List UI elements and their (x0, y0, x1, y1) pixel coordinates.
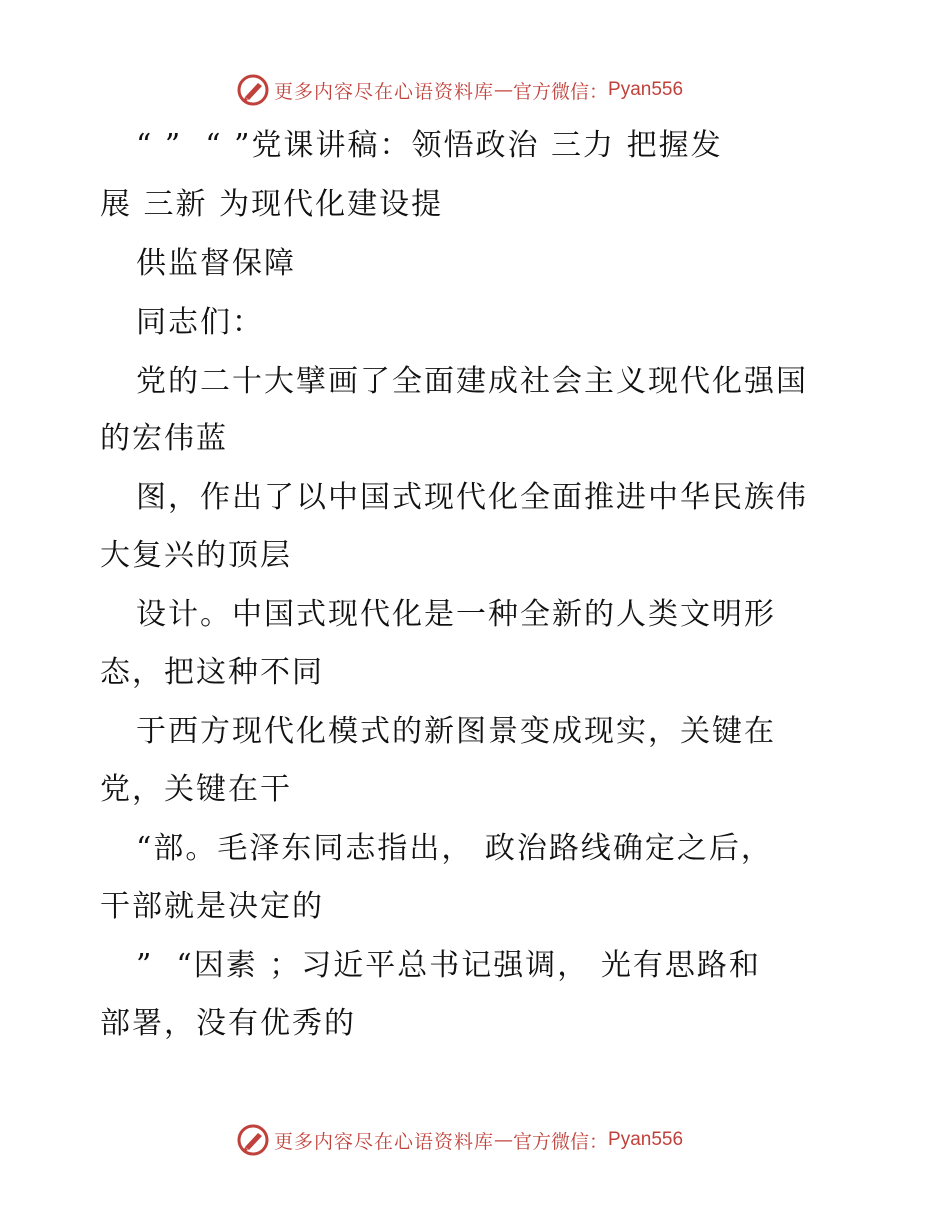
banner-title: 更多内容尽在心语资料库 (274, 1130, 495, 1153)
title-line-1: “ ” “ ”党课讲稿：领悟政治 三力 把握发 (136, 128, 723, 163)
paragraph-line: 设计。中国式现代化是一种全新的人类文明形 (136, 597, 776, 632)
banner-wechat-label: 官方微信： (513, 80, 609, 103)
banner-dash: — (494, 1129, 514, 1151)
banner-wechat-label: 官方微信： (513, 1130, 609, 1153)
paragraph-line: “部。毛泽东同志指出， 政治路线确定之后， (136, 831, 773, 866)
paragraph-line: 党的二十大擘画了全面建成社会主义现代化强国 (136, 364, 808, 399)
salutation: 同志们： (136, 305, 264, 340)
title-line-3: 供监督保障 (136, 246, 296, 281)
paragraph-line: ” “因素 ；习近平总书记强调， 光有思路和 (136, 948, 761, 983)
banner-wechat-handle: Pyan556 (608, 1129, 684, 1150)
header-banner (236, 72, 683, 108)
title-line-2: 展 三新 为现代化建设提 (100, 187, 444, 222)
pen-logo-icon (236, 73, 270, 107)
paragraph-line: 态，把这种不同 (100, 655, 324, 690)
paragraph-line: 大复兴的顶层 (100, 538, 292, 573)
paragraph-line: 干部就是决定的 (100, 889, 324, 924)
footer-banner (236, 1122, 683, 1158)
paragraph-line: 党，关键在干 (100, 772, 292, 807)
paragraph-line: 部署，没有优秀的 (100, 1006, 356, 1041)
paragraph-line: 的宏伟蓝 (100, 421, 228, 456)
banner-title: 更多内容尽在心语资料库 (274, 80, 495, 103)
banner-wechat-handle: Pyan556 (608, 79, 684, 100)
banner-dash: — (494, 79, 514, 101)
pen-logo-icon (236, 1123, 270, 1157)
paragraph-line: 图，作出了以中国式现代化全面推进中华民族伟 (136, 480, 808, 515)
paragraph-line: 于西方现代化模式的新图景变成现实，关键在 (136, 714, 776, 749)
